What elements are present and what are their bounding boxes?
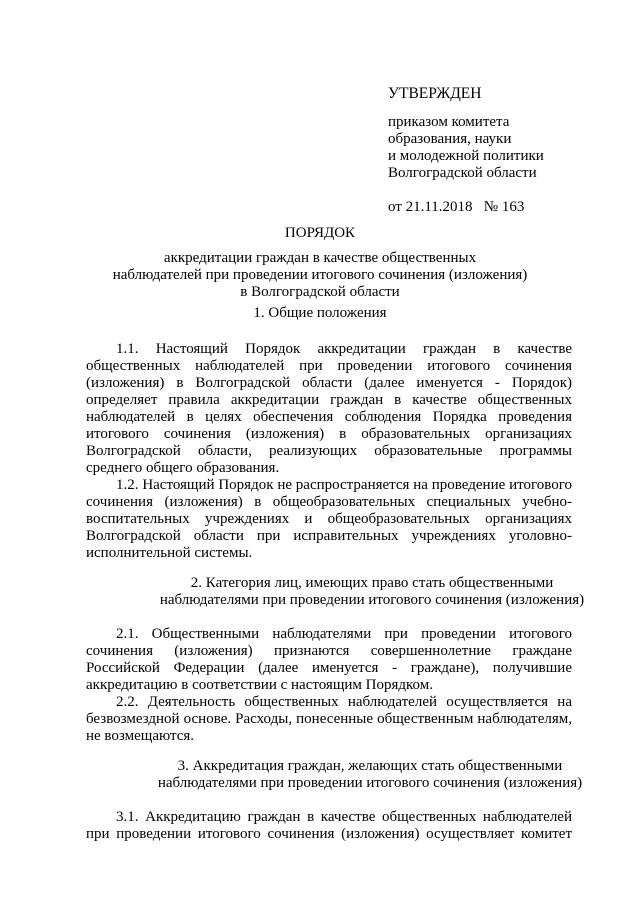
- section-heading: [52, 575, 640, 609]
- section-heading-line: наблюдателями при проведении итогового сочинения (изложения): [159, 592, 585, 608]
- paragraph: 1.2. Настоящий Порядок не распространяется на проведение итогового сочинения (изложения) в общеобразовательных специальных учебно-воспитательных учреждениях и общеобразовательных организациях Волгоградской области при исправительных учреждениях уголовно-исполнительной системы.: [86, 477, 572, 561]
- approval-line: образования, науки: [388, 131, 512, 147]
- paragraph: 2.1. Общественными наблюдателями при проведении итогового сочинения (изложения) признаются совершеннолетние граждане Российской Федерации (далее именуется - граждане), получившие аккредитацию в соответствии с настоящим Порядком.: [86, 626, 572, 693]
- approval-date: от 21.11.2018 № 163: [388, 199, 525, 215]
- section-heading-line: 2. Категория лиц, имеющих право стать общественными: [190, 575, 554, 591]
- approval-line: приказом комитета: [388, 114, 510, 130]
- paragraph: 2.2. Деятельность общественных наблюдателей осуществляется на безвозмездной основе. Расходы, понесенные общественным наблюдателям, не возмещаются.: [86, 694, 572, 744]
- section-heading: [50, 758, 640, 792]
- document-title: ПОРЯДОК: [284, 225, 356, 241]
- approval-block: [388, 85, 628, 216]
- section-heading: [0, 305, 640, 322]
- approval-line: и молодежной политики: [388, 148, 544, 164]
- approval-line: Волгоградской области: [388, 165, 537, 181]
- subtitle-line: аккредитации граждан в качестве общественных: [163, 250, 477, 266]
- section-heading-line: 1. Общие положения: [253, 305, 387, 321]
- subtitle-line: в Волгоградской области: [240, 284, 400, 300]
- document-subtitle: [0, 250, 640, 301]
- section-heading-line: 3. Аккредитация граждан, желающих стать общественными: [177, 758, 563, 774]
- paragraph: 1.1. Настоящий Порядок аккредитации граждан в качестве общественных наблюдателей при проведении итогового сочинения (изложения) в Волгоградской области (далее именуется - Порядок) определяет правила аккредитации граждан в качестве общественных наблюдателей в целях обеспечения соблюдения Порядка проведения итогового сочинения (изложения) в образовательных организациях Волгоградской области, реализующих образовательные программы среднего общего образования.: [86, 341, 572, 476]
- approval-title: УТВЕРЖДЕН: [388, 85, 482, 102]
- subtitle-line: наблюдателей при проведении итогового сочинения (изложения): [112, 267, 528, 283]
- section-heading-line: наблюдателями при проведении итогового сочинения (изложения): [157, 775, 583, 791]
- paragraph: 3.1. Аккредитацию граждан в качестве общественных наблюдателей при проведении итогового сочинения (изложения) осуществляет комитет: [86, 809, 572, 842]
